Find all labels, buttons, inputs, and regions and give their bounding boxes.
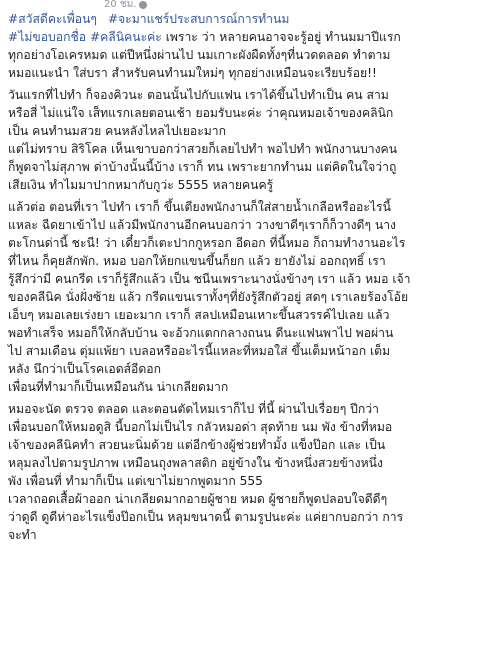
post-paragraph: หมอจะนัด ตรวจ ตลอด และตอนตัดไหมเราก็ไป ที่นี้ ผ่านไปเรื่อยๆ ปีกว่า เพื่อนบอกให้หมอดูสิ นี้บอกไม่เป็นไร กลัวหมอด่า สุดท้าย นม พัง ข้างที่หมอ เจ้าของคลีนิคทำ สวยนะนิ่มด้วย แต่อีกข้างผู้ช่วยทำมั้ง แข็งป๊อก และ เป็น หลุมลงไปตามรูปภาพ เหมือนถุงพลาสติก อยู่ข้างใน ข้างหนึ่งสวยข้างหนึ่ง พัง เพื่อนที่ ทำมาก็เป็น แต่เขาไม่ยากพูดมาก 555 เวลาถอดเสื้อผ้าออก น่าเกลียดมากอายผู้ชาย หมด ผู้ชายก็พูดปลอบใจดีดีๆ ว่าดูดี ดูดีห่าอะไรแข็งป๊อกเป็น หลุมขนาดนี้ ตามรูปนะค่ะ แค่ยากบอกว่า การ จะทำ <box>8 402 404 542</box>
post-paragraph: แต่ไม่ทราบ สิริโคล เห็นเขาบอกว่าสวยก็เลยไปทำ พอไปทำ พนักงานบางคน ก็พูดจาไม่สุภาพ ด่าบ้างนั้นนี้บ้าง เราก็ ทน เพราะยากทำนม แต่คิดในใจว่าถู เสียเงิน ทำไมมาปากหมากับกูว่ะ 5555 หลายคนครู้ <box>8 142 398 192</box>
post-meta <box>8 0 498 10</box>
post-time[interactable]: 20 ชม. <box>104 0 137 10</box>
post-text: เพราะ ว่า หลายคนอาจจะรู้อยู่ ทำนมมาปีแรก ทุกอย่างโอเครหมด แต่ปีหนึ่งผ่านไป นมเกาะผังผืดทั้งๆที่นวดตลอด ทำตาม หมอแนะนำ ใส่บรา สำหรับคนทำนมใหม่ๆ ทุกอย่างเหมือนจะเรียบร้อย!! <box>8 30 401 80</box>
post-paragraph <box>8 28 498 82</box>
hashtag-link[interactable]: #ไม่ขอบอกชื่อ <box>8 30 87 44</box>
hashtag-link[interactable]: #สวัสดีคะเพื่อนๆ <box>8 12 97 26</box>
hashtag-line <box>8 10 498 28</box>
post-paragraph: วันแรกที่ไปทำ ก็จองคิวนะ ตอนนั้นไปกับแฟน เราได้ขึ้นไปทำเป็น คน สาม หรือสี่ ไม่แน่ใจ เส็ทแรกเลยตอนเช้า ยอมรับนะค่ะ ว่าคุณหมอเจ้าของคลินิก เป็น คนทำนมสวย คนหลังไหลไปเยอะมาก <box>8 88 394 138</box>
hashtag-link[interactable]: #คลีนิคนะค่ะ <box>89 30 162 44</box>
post-paragraph: แล้วต่อ ตอนที่เรา ไปทำ เราก็ ขึ้นเตียงพนักงานก็ใส่สายน้ำเกลือหรืออะไรนี้ แหละ ฉีดยาเข้าไป แล้วมีพนักงานอีกคนบอกว่า วางขาดีๆเราก็ก็วางดีๆ นาง ตะโกนด่านี้ ชะนี! ว่า เดี๋ยวก็เตะปากกูหรอก อีดอก ที่นี้หมอ ก็ถามทำงานอะไร ที่ไหน ก็คุยสักพัก. หมอ บอกให้ยกแขนขึ้นก็ยก แล้ว ยายังไม่ ออกฤทธิ์ เรา รู้สึกว่ามี คนกรีด เราก็รู้สึกแล้ว เป็น ชนีนเพราะนางนั่งข้างๆ เรา แล้ว หมอ เจ้า ของคลีนิค นั่งฝั่งซ้าย แล้ว กรีดแขนเราทั้งๆที่ยังรู้สึกตัวอยู่ สดๆ เราเลยร้องโอ้ย เอ็บๆ หมอเลยเร่งยา เยอะมาก เราก็ สลปเหมือนเหาะขึ้นสวรรค์ไปเลย แล้ว พอทำเสร็จ หมอก็ให้กลับบ้าน จะอ้วกแตกกลางถนน ดีนะแฟนพาไป พอผ่าน ไป สามเดือน ตุ่มแพ้ยา เบลอหรืออะไรนี้แหละที่หมอใส่ ขึ้นเต็มหน้าอก เต็ม หลัง นึกว่าเป็นโรคเอดส์อีดอก เพื่อนที่ทำมาก็เป็นเหมือนกัน น่าเกลียดมาก <box>8 200 411 394</box>
hashtag-link[interactable]: #จะมาแชร์ประสบการณ์การทำนม <box>107 12 290 26</box>
globe-icon <box>139 1 147 9</box>
